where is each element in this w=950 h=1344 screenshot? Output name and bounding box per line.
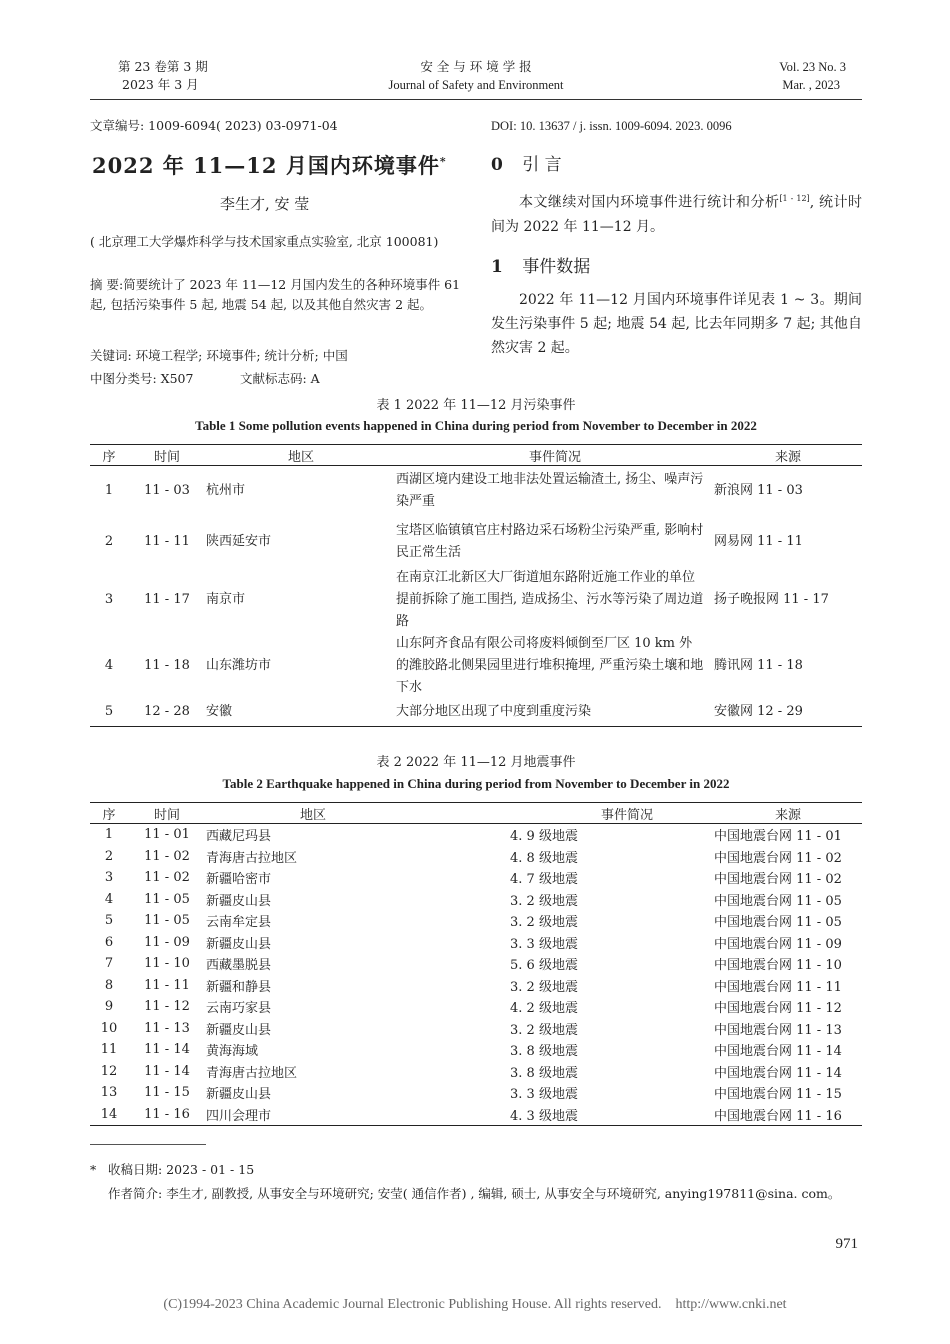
table-row: [90, 699, 862, 727]
header-volume: 第 23 卷第 3 期: [118, 59, 208, 74]
cell-region: 云南牟定县: [206, 915, 272, 931]
col-header-index: 序: [102, 449, 116, 465]
cell-time: 11 - 01: [144, 827, 190, 843]
table-row: [90, 1061, 862, 1083]
header-volume-en: Vol. 23 No. 3: [779, 60, 846, 74]
cell-event: 4. 3 级地震: [510, 1108, 578, 1124]
cell-source: 新浪网 11 - 03: [714, 483, 803, 499]
cell-region: 新疆皮山县: [206, 893, 272, 909]
abstract: [90, 275, 462, 315]
cell-time: 11 - 12: [144, 999, 190, 1015]
cell-region: 新疆皮山县: [206, 1022, 272, 1038]
table-row: [90, 466, 862, 517]
cell-index: 3: [104, 591, 114, 607]
table-header-row: [90, 803, 862, 824]
cell-time: 11 - 15: [144, 1085, 190, 1101]
cell-event: 宝塔区临镇镇官庄村路边采石场粉尘污染严重, 影响村民正常生活: [396, 522, 704, 560]
cell-time: 11 - 05: [144, 913, 190, 929]
cell-event: 3. 2 级地震: [510, 979, 578, 995]
header-rule: [90, 99, 862, 100]
table-row: [90, 824, 862, 846]
cell-event: 4. 7 级地震: [510, 872, 578, 888]
earthquake-events-table: [90, 802, 862, 1126]
col-header-event: 事件简况: [600, 807, 653, 823]
bio-label: 作者简介:: [108, 1186, 163, 1201]
col-header-source: 来源: [774, 807, 801, 823]
title-text: 2022 年 11—12 月国内环境事件: [92, 153, 440, 178]
cell-index: 14: [100, 1106, 118, 1122]
cell-index: 2: [104, 533, 114, 549]
cell-region: 新疆和静县: [206, 979, 272, 995]
cell-source: 中国地震台网 11 - 11: [714, 979, 842, 995]
cell-region: 云南巧家县: [206, 1001, 272, 1017]
table-row: [90, 1082, 862, 1104]
section-0-number: 0: [491, 155, 503, 175]
pollution-events-table: [90, 444, 862, 727]
table2-caption-cn: 表 2 2022 年 11—12 月地震事件: [376, 755, 576, 770]
cell-source: 腾讯网 11 - 18: [714, 657, 803, 673]
section-1-heading: [491, 252, 590, 277]
table-row: [90, 889, 862, 911]
article-title: [92, 150, 447, 180]
cell-region: 四川会理市: [206, 1108, 272, 1124]
cell-region: 新疆哈密市: [206, 872, 272, 888]
cell-region: 西藏墨脱县: [206, 958, 272, 974]
cell-event: 5. 6 级地震: [510, 958, 578, 974]
cell-event: 3. 2 级地震: [510, 893, 578, 909]
cell-time: 11 - 17: [144, 591, 190, 607]
cell-event: 3. 2 级地震: [510, 915, 578, 931]
bio-text: 李生才, 副教授, 从事安全与环境研究; 安莹( 通信作者) , 编辑, 硕士, 从事安全与环境研究, anying197811@sina. com。: [166, 1186, 841, 1201]
table-row: [90, 846, 862, 868]
cell-index: 13: [100, 1085, 118, 1101]
section-0-heading: [491, 150, 562, 175]
table1-caption-cn: 表 1 2022 年 11—12 月污染事件: [376, 398, 576, 413]
cell-index: 4: [104, 657, 114, 673]
section-0-title: 引 言: [522, 155, 562, 175]
cell-event: 西湖区境内建设工地非法处置运输渣土, 扬尘、噪声污染严重: [396, 472, 704, 510]
cell-time: 11 - 11: [144, 977, 190, 993]
authors: 李生才, 安 莹: [220, 195, 310, 213]
col-header-event: 事件简况: [528, 449, 581, 465]
table2-caption-en: Table 2 Earthquake happened in China during period from November to December in 2022: [222, 776, 730, 791]
cell-index: 5: [104, 913, 114, 929]
header-date: 2023 年 3 月: [122, 77, 199, 92]
col-header-source: 来源: [774, 449, 801, 465]
cell-source: 扬子晚报网 11 - 17: [714, 591, 829, 607]
cell-time: 11 - 14: [144, 1042, 190, 1058]
cell-source: 中国地震台网 11 - 05: [714, 915, 842, 931]
cell-event: 3. 2 级地震: [510, 1022, 578, 1038]
cell-event: 3. 8 级地震: [510, 1065, 578, 1081]
cell-source: 中国地震台网 11 - 02: [714, 850, 842, 866]
cell-source: 安徽网 12 - 29: [714, 704, 803, 720]
section-1-title: 事件数据: [522, 257, 591, 277]
clc-number: 中图分类号: X507: [90, 371, 194, 386]
table-row: [90, 1104, 862, 1126]
table-row: [90, 953, 862, 975]
table-row: [90, 975, 862, 997]
section-1-number: 1: [491, 257, 503, 277]
page-number: 971: [835, 1236, 858, 1252]
cell-source: 中国地震台网 11 - 12: [714, 1001, 842, 1017]
cell-region: 青海唐古拉地区: [206, 1065, 298, 1081]
keywords: 关键词: 环境工程学; 环境事件; 统计分析; 中国: [90, 348, 348, 363]
table-header-row: [90, 445, 862, 466]
journal-name-cn: 安 全 与 环 境 学 报: [420, 59, 532, 74]
cell-source: 中国地震台网 11 - 16: [714, 1108, 842, 1124]
table-row: [90, 867, 862, 889]
author-bio: [108, 1184, 862, 1204]
cell-event: 在南京江北新区大厂街道旭东路附近施工作业的单位提前拆除了施工围挡, 造成扬尘、污水等污染了周边道路: [396, 569, 704, 629]
cell-region: 新疆皮山县: [206, 1087, 272, 1103]
cell-source: 中国地震台网 11 - 09: [714, 936, 842, 952]
article-number: 文章编号: 1009-6094( 2023) 03-0971-04: [90, 118, 338, 133]
cell-region: 黄海海域: [206, 1044, 259, 1060]
cell-event: 4. 2 级地震: [510, 1001, 578, 1017]
section-0-paragraph: [491, 187, 862, 239]
cell-index: 7: [104, 956, 114, 972]
cell-index: 11: [100, 1042, 118, 1058]
copyright-footer: (C)1994-2023 China Academic Journal Electronic Publishing House. All rights reserved. http://www.cnki.net: [163, 1297, 787, 1312]
cell-time: 11 - 18: [144, 657, 190, 673]
section-0-text-a: 本文继续对国内环境事件进行统计和分析: [519, 194, 780, 211]
cell-index: 2: [104, 848, 114, 864]
document-code: 文献标志码: A: [240, 371, 320, 386]
col-header-region: 地区: [287, 449, 314, 465]
table-row: [90, 1039, 862, 1061]
cell-index: 10: [100, 1020, 118, 1036]
cell-time: 11 - 02: [144, 848, 190, 864]
journal-name-en: Journal of Safety and Environment: [388, 78, 564, 92]
cell-time: 12 - 28: [144, 704, 190, 720]
cell-event: 大部分地区出现了中度到重度污染: [396, 704, 592, 720]
cell-source: 中国地震台网 11 - 14: [714, 1065, 842, 1081]
col-header-region: 地区: [299, 807, 326, 823]
cell-index: 1: [104, 827, 114, 843]
cell-time: 11 - 09: [144, 934, 190, 950]
cell-index: 1: [104, 483, 114, 499]
cell-time: 11 - 02: [144, 870, 190, 886]
header-date-en: Mar. , 2023: [782, 78, 840, 92]
cell-region: 青海唐古拉地区: [206, 850, 298, 866]
table1-caption-en: Table 1 Some pollution events happened in China during period from November to December in 2022: [195, 418, 757, 433]
cell-source: 中国地震台网 11 - 01: [714, 829, 842, 845]
cell-index: 8: [104, 977, 114, 993]
cell-index: 5: [104, 704, 114, 720]
cell-index: 4: [104, 891, 114, 907]
cell-event: 山东阿齐食品有限公司将废料倾倒至厂区 10 km 外的潍胶路北侧果园里进行堆积掩埋, 严重污染土壤和地下水: [396, 635, 704, 695]
table-row: [90, 910, 862, 932]
citation-ref: [1 - 12]: [779, 194, 810, 203]
col-header-time: 时间: [153, 807, 180, 823]
cell-event: 4. 8 级地震: [510, 850, 578, 866]
cell-time: 11 - 16: [144, 1106, 190, 1122]
cell-time: 11 - 11: [144, 533, 190, 549]
cell-region: 新疆皮山县: [206, 936, 272, 952]
cell-region: 山东潍坊市: [206, 657, 272, 673]
col-header-time: 时间: [153, 449, 180, 465]
cell-source: 中国地震台网 11 - 05: [714, 893, 842, 909]
cell-index: 12: [100, 1063, 118, 1079]
cell-index: 6: [104, 934, 114, 950]
cell-region: 杭州市: [206, 483, 246, 499]
cell-index: 9: [104, 999, 114, 1015]
section-0-text-b: , 统计时间为 2022 年 11—12 月。: [491, 194, 862, 235]
table-row: [90, 932, 862, 954]
table-row: [90, 517, 862, 567]
cell-time: 11 - 13: [144, 1020, 190, 1036]
cell-region: 西藏尼玛县: [206, 829, 272, 845]
cell-source: 中国地震台网 11 - 15: [714, 1087, 842, 1103]
cell-source: 中国地震台网 11 - 13: [714, 1022, 842, 1038]
affiliation: ( 北京理工大学爆炸科学与技术国家重点实验室, 北京 100081): [90, 234, 439, 249]
cell-event: 3. 3 级地震: [510, 1087, 578, 1103]
doi: DOI: 10. 13637 / j. issn. 1009-6094. 2023. 0096: [491, 119, 732, 133]
table-row: [90, 633, 862, 699]
cell-source: 网易网 11 - 11: [714, 533, 803, 549]
cell-time: 11 - 14: [144, 1063, 190, 1079]
cell-event: 4. 9 级地震: [510, 829, 578, 845]
cell-time: 11 - 05: [144, 891, 190, 907]
footnote-mark: *: [90, 1162, 97, 1177]
cell-region: 陕西延安市: [206, 533, 272, 549]
table-row: [90, 1018, 862, 1040]
cell-region: 安徽: [206, 704, 233, 720]
abstract-label: 摘 要:: [90, 277, 124, 292]
title-footnote-mark: *: [439, 155, 447, 168]
table-row: [90, 996, 862, 1018]
footnote-rule: [90, 1144, 206, 1145]
cell-time: 11 - 10: [144, 956, 190, 972]
cell-time: 11 - 03: [144, 483, 190, 499]
table-row: [90, 567, 862, 633]
received-date: 收稿日期: 2023 - 01 - 15: [108, 1162, 255, 1177]
cell-source: 中国地震台网 11 - 14: [714, 1044, 842, 1060]
cell-index: 3: [104, 870, 114, 886]
col-header-index: 序: [102, 807, 116, 823]
cell-source: 中国地震台网 11 - 10: [714, 958, 842, 974]
abstract-text: 简要统计了 2023 年 11—12 月国内发生的各种环境事件 61 起, 包括污染事件 5 起, 地震 54 起, 以及其他自然灾害 2 起。: [90, 277, 461, 312]
cell-event: 3. 8 级地震: [510, 1044, 578, 1060]
cell-event: 3. 3 级地震: [510, 936, 578, 952]
section-1-paragraph: 2022 年 11—12 月国内环境事件详见表 1 ~ 3。期间发生污染事件 5 起; 地震 54 起, 比去年同期多 7 起; 其他自然灾害 2 起。: [491, 292, 862, 356]
cell-region: 南京市: [206, 591, 246, 607]
cell-source: 中国地震台网 11 - 02: [714, 872, 842, 888]
